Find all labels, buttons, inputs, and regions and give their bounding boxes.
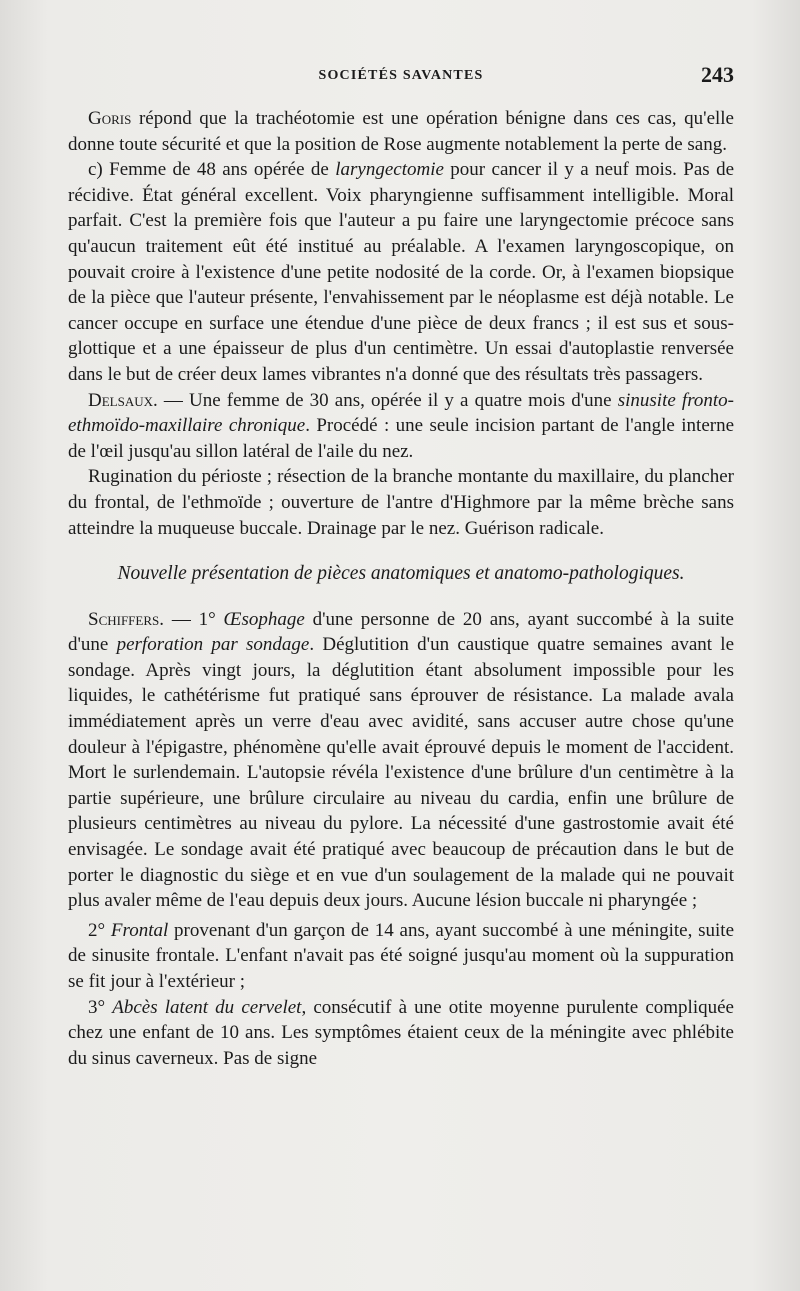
- paragraph-lead: 3°: [88, 996, 113, 1018]
- paragraph-text: Rugination du périoste ; résection de la branche montante du maxillaire, du plancher du frontal, de l'ethmoïde ; ouverture de l'antre d'Highmore par la même brèche sans atteindre la muqueuse buccale. Drainage par le nez. Guérison radicale.: [68, 466, 734, 539]
- italic-term: sinusite fronto-ethmoïdo-maxillaire chronique: [68, 389, 734, 437]
- italic-term: perforation par sondage: [116, 634, 310, 656]
- paragraph-text: . Procédé : une seule incision partant de l'angle interne de l'œil jusqu'au sillon latéral de l'aile du nez.: [68, 415, 735, 462]
- paragraph-lead: . — 1°: [159, 608, 224, 630]
- section-title: Nouvelle présentation de pièces anatomiques et anatomo-pathologiques.: [117, 563, 685, 585]
- paragraph-goris: [68, 106, 734, 157]
- paragraph-text: . Déglutition d'un caustique quatre semaines avant le sondage. Après vingt jours, la déglutition étant absolument impossible pour les liquides, le cathétérisme fut pratiqué sans éprouver de résistance. La malade avala immédiatement après un verre d'eau avec avidité, sans accuser autre chose qu'une douleur à l'épigastre, phénomène qu'elle avait éprouvé depuis le moment de l'accident. Mort le surlendemain. L'autopsie révéla l'existence d'une brûlure d'un centimètre à la partie supérieure, une brûlure circulaire au niveau du cardia, enfin une brûlure de plusieurs centimètres au niveau du pylore. La nécessité d'une gastrostomie avait été envisagée. Le sondage avait été pratiqué avec beaucoup de précaution dans le but de porter le diagnostic du siège et en vue d'un soulagement de la malade qui ne pouvait plus avaler même de l'eau depuis deux jours. Aucune lésion buccale ni pharyngée ;: [68, 634, 735, 912]
- italic-term: Œsophage: [223, 608, 305, 630]
- italic-term: Frontal: [110, 919, 169, 941]
- paragraph-text: pour cancer il y a neuf mois. Pas de récidive. État général excellent. Voix pharyngienne suffisamment intelligible. Moral parfait. C'est la première fois que l'auteur a pu faire une laryngectomie précoce sans qu'aucun traitement eût été institué au préalable. A l'examen laryngoscopique, on pouvait croire à l'existence d'une petite nodosité de la corde. Or, à l'examen biopsique de la pièce que l'auteur présente, l'envahissement par le néoplasme est déjà notable. Le cancer occupe en surface une étendue d'une pièce de deux francs ; il est sus et sous-glottique et a une épaisseur de plus d'un centimètre. Un essai d'autoplastie renversée dans le but de créer deux lames vibrantes n'a donné que des résultats très passagers.: [68, 159, 734, 385]
- italic-term: Abcès latent du cervelet: [112, 996, 302, 1018]
- paragraph-text: provenant d'un garçon de 14 ans, ayant succombé à une méningite, suite de sinusite frontale. L'enfant n'avait pas été soigné jusqu'au moment où la suppuration se fit jour à l'extérieur ;: [68, 919, 734, 992]
- paragraph-lead: . — Une femme de 30 ans, opérée il y a quatre mois d'une: [153, 389, 618, 411]
- paragraph-rugination: [68, 464, 734, 541]
- running-title: SOCIÉTÉS SAVANTES: [318, 68, 484, 83]
- author-name: Schiffers: [88, 608, 160, 630]
- author-name: Goris: [88, 108, 132, 129]
- page-number: 243: [701, 62, 734, 87]
- paragraph-text: , consécutif à une otite moyenne purulente compliquée chez une enfant de 10 ans. Les symptômes étaient ceux de la méningite avec phlébite du sinus caverneux. Pas de signe: [68, 996, 734, 1069]
- paragraph-lead: c) Femme de 48 ans opérée de: [88, 159, 336, 181]
- italic-term: laryngectomie: [335, 159, 444, 181]
- paragraph-mid: d'une personne de 20 ans, ayant succombé à la suite d'une: [68, 608, 734, 656]
- paragraph-schiffers: [68, 607, 734, 914]
- paragraph-lead: 2°: [88, 919, 111, 941]
- paragraph-abces: [68, 995, 734, 1072]
- paragraph-text: répond que la trachéotomie est une opération bénigne dans ces cas, qu'elle donne toute sécurité et que la position de Rose augmente notablement la perte de sang.: [68, 108, 734, 155]
- paragraph-case-c: [68, 157, 734, 387]
- page-body: [68, 106, 734, 1071]
- paragraph-frontal: [68, 918, 734, 995]
- paragraph-delsaux: [68, 388, 734, 465]
- author-name: Delsaux: [88, 389, 153, 411]
- page-header: [68, 62, 734, 92]
